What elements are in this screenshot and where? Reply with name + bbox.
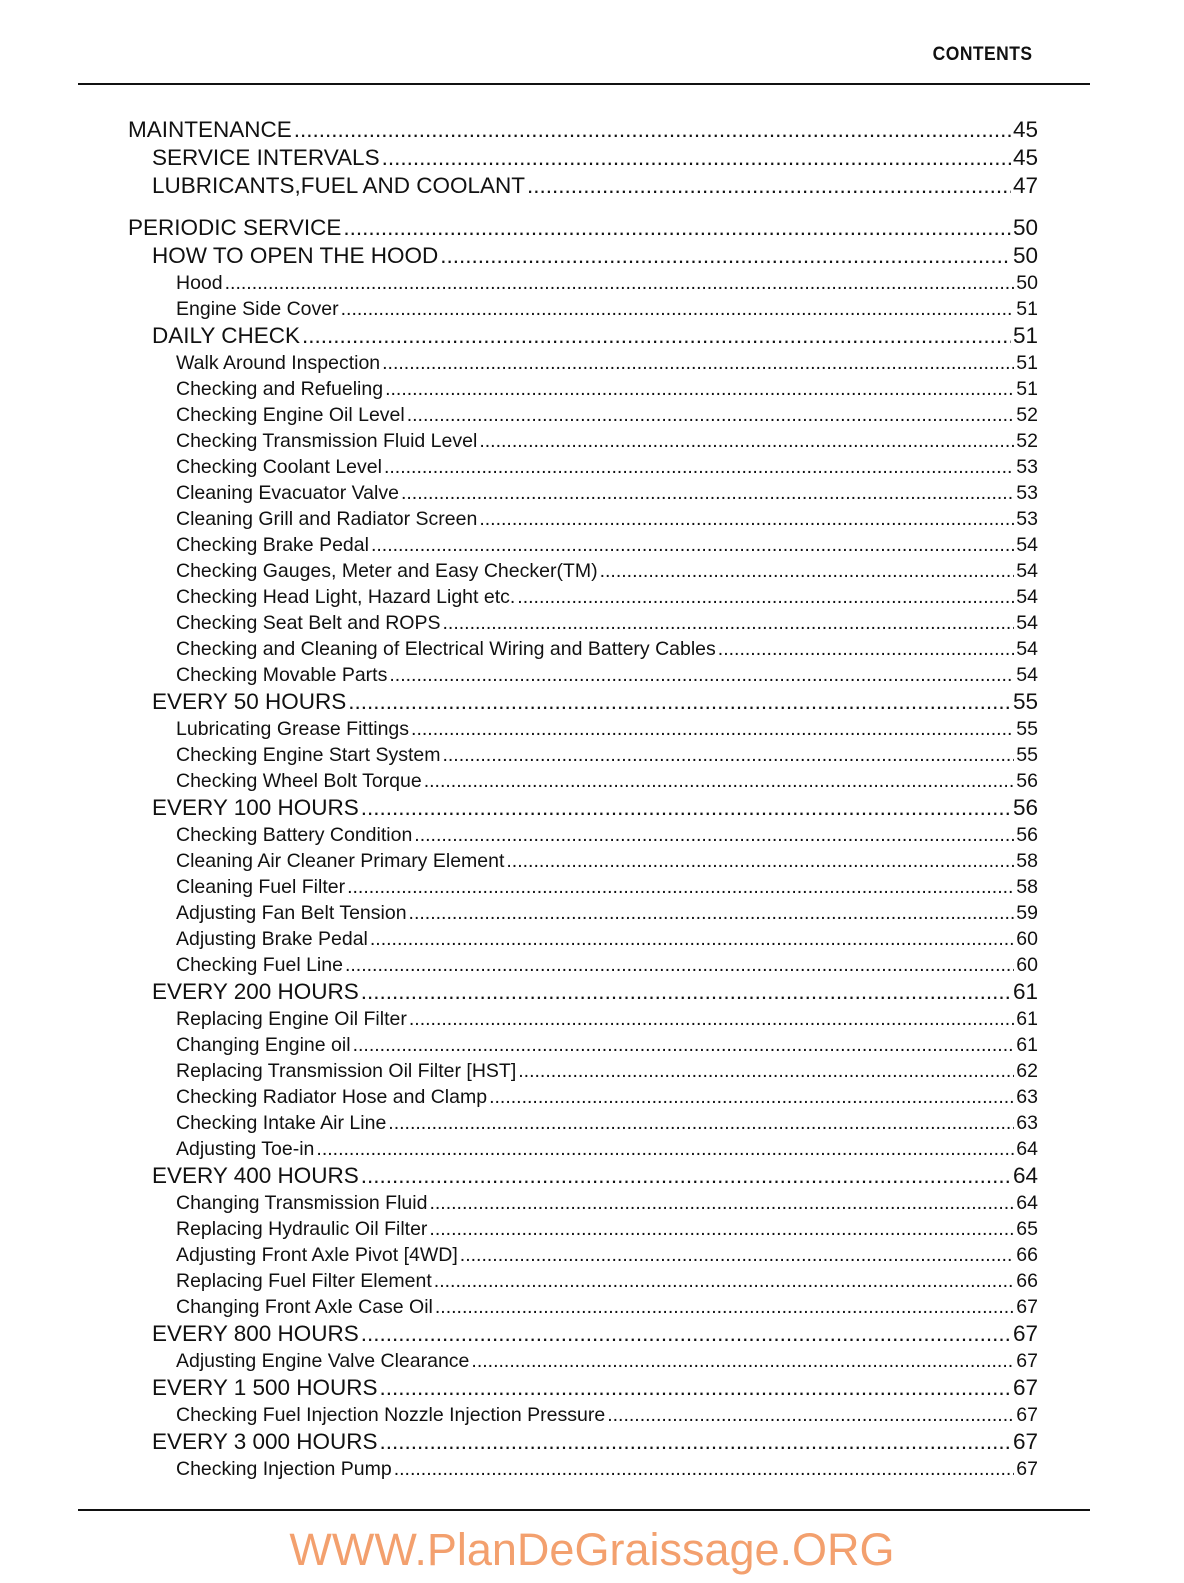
toc-entry-page: 66 (1016, 1270, 1038, 1292)
table-of-contents (128, 116, 1038, 1482)
dot-leader (429, 1216, 1014, 1242)
dot-leader (389, 662, 1014, 688)
dot-leader (341, 296, 1015, 322)
toc-entry[interactable] (128, 144, 1038, 172)
toc-entry[interactable] (128, 1058, 1038, 1084)
dot-leader (409, 900, 1015, 926)
toc-entry-page: 58 (1016, 876, 1038, 898)
toc-entry-page: 60 (1016, 954, 1038, 976)
dot-leader (382, 350, 1014, 376)
toc-entry-page: 67 (1016, 1350, 1038, 1372)
toc-entry-title: Hood (176, 272, 223, 294)
toc-entry[interactable] (128, 1428, 1038, 1456)
toc-entry[interactable] (128, 376, 1038, 402)
toc-entry[interactable] (128, 1268, 1038, 1294)
toc-entry-title: Cleaning Evacuator Valve (176, 482, 399, 504)
toc-entry[interactable] (128, 116, 1038, 144)
toc-entry-title: PERIODIC SERVICE (128, 215, 342, 240)
dot-leader (506, 848, 1014, 874)
toc-entry-title: Adjusting Toe-in (176, 1138, 315, 1160)
dot-leader (348, 688, 1011, 716)
toc-entry-page: 47 (1012, 173, 1038, 198)
dot-leader (440, 242, 1011, 270)
toc-entry-page: 54 (1016, 638, 1038, 660)
dot-leader (401, 480, 1014, 506)
toc-entry[interactable] (128, 322, 1038, 350)
toc-entry-title: Adjusting Engine Valve Clearance (176, 1350, 470, 1372)
toc-entry-page: 51 (1016, 352, 1038, 374)
toc-entry-title: Cleaning Fuel Filter (176, 876, 346, 898)
toc-entry-page: 66 (1016, 1244, 1038, 1266)
toc-entry[interactable] (128, 662, 1038, 688)
toc-entry-title: Checking and Cleaning of Electrical Wiring and Battery Cables (176, 638, 716, 660)
dot-leader (382, 144, 1011, 172)
toc-entry[interactable] (128, 532, 1038, 558)
footer-divider (78, 1509, 1090, 1511)
toc-entry[interactable] (128, 1456, 1038, 1482)
toc-entry[interactable] (128, 1006, 1038, 1032)
toc-entry[interactable] (128, 874, 1038, 900)
toc-entry-title: SERVICE INTERVALS (152, 145, 380, 170)
toc-entry-page: 51 (1016, 378, 1038, 400)
dot-leader (343, 214, 1011, 242)
toc-entry-title: Changing Front Axle Case Oil (176, 1296, 433, 1318)
toc-entry[interactable] (128, 1136, 1038, 1162)
dot-leader (718, 636, 1015, 662)
toc-entry-title: EVERY 200 HOURS (152, 979, 359, 1004)
toc-entry[interactable] (128, 636, 1038, 662)
dot-leader (435, 1294, 1014, 1320)
toc-entry-page: 63 (1016, 1086, 1038, 1108)
toc-entry-title: Checking Gauges, Meter and Easy Checker(TM) (176, 560, 598, 582)
toc-entry[interactable] (128, 242, 1038, 270)
toc-entry-page: 64 (1012, 1163, 1038, 1188)
toc-entry-page: 67 (1016, 1458, 1038, 1480)
dot-leader (380, 1428, 1011, 1456)
toc-entry-page: 54 (1016, 664, 1038, 686)
toc-entry-page: 55 (1016, 744, 1038, 766)
toc-entry[interactable] (128, 952, 1038, 978)
toc-entry[interactable] (128, 1032, 1038, 1058)
dot-leader (434, 1268, 1015, 1294)
toc-entry-title: Engine Side Cover (176, 298, 339, 320)
toc-entry-title: EVERY 1 500 HOURS (152, 1375, 378, 1400)
dot-leader (442, 742, 1014, 768)
toc-entry[interactable] (128, 1242, 1038, 1268)
toc-entry-page: 50 (1012, 215, 1038, 240)
dot-leader (460, 1242, 1015, 1268)
toc-entry[interactable] (128, 350, 1038, 376)
toc-entry-title: Checking Radiator Hose and Clamp (176, 1086, 488, 1108)
watermark-text: WWW.PlanDeGraissage.ORG (289, 1524, 895, 1575)
toc-entry-page: 55 (1016, 718, 1038, 740)
dot-leader (361, 1320, 1011, 1348)
dot-leader (316, 1136, 1014, 1162)
toc-entry[interactable] (128, 506, 1038, 532)
dot-leader (411, 716, 1014, 742)
toc-entry-title: EVERY 50 HOURS (152, 689, 347, 714)
toc-entry-title: Replacing Engine Oil Filter (176, 1008, 407, 1030)
toc-entry-page: 59 (1016, 902, 1038, 924)
toc-entry-title: Replacing Fuel Filter Element (176, 1270, 432, 1292)
dot-leader (424, 768, 1015, 794)
toc-entry-page: 51 (1016, 298, 1038, 320)
toc-entry[interactable] (128, 848, 1038, 874)
toc-entry-page: 67 (1012, 1321, 1038, 1346)
dot-leader (225, 270, 1015, 296)
toc-entry-title: Adjusting Fan Belt Tension (176, 902, 407, 924)
dot-leader (394, 1456, 1015, 1482)
toc-entry[interactable] (128, 794, 1038, 822)
toc-entry-title: Checking Seat Belt and ROPS (176, 612, 441, 634)
toc-entry-page: 65 (1016, 1218, 1038, 1240)
toc-entry-title: Checking Fuel Line (176, 954, 343, 976)
toc-entry[interactable] (128, 688, 1038, 716)
toc-entry-title: Walk Around Inspection (176, 352, 381, 374)
toc-entry-title: Checking Wheel Bolt Torque (176, 770, 422, 792)
toc-entry-page: 54 (1016, 534, 1038, 556)
toc-entry-title: Replacing Hydraulic Oil Filter (176, 1218, 428, 1240)
toc-entry-page: 67 (1016, 1404, 1038, 1426)
toc-entry-page: 56 (1016, 770, 1038, 792)
toc-entry[interactable] (128, 1162, 1038, 1190)
toc-entry-page: 51 (1012, 323, 1038, 348)
toc-entry-title: Checking Engine Start System (176, 744, 441, 766)
toc-entry[interactable] (128, 1402, 1038, 1428)
dot-leader (347, 874, 1014, 900)
toc-entry-page: 54 (1016, 612, 1038, 634)
toc-entry-title: EVERY 800 HOURS (152, 1321, 359, 1346)
toc-entry[interactable] (128, 716, 1038, 742)
dot-leader (479, 428, 1014, 454)
dot-leader (388, 1110, 1014, 1136)
toc-entry-page: 61 (1016, 1008, 1038, 1030)
toc-entry-title: EVERY 100 HOURS (152, 795, 359, 820)
toc-entry[interactable] (128, 1320, 1038, 1348)
toc-entry-page: 61 (1012, 979, 1038, 1004)
toc-entry-title: Checking and Refueling (176, 378, 384, 400)
toc-entry-page: 54 (1016, 560, 1038, 582)
dot-leader (353, 1032, 1015, 1058)
toc-entry-title: Checking Brake Pedal (176, 534, 369, 556)
toc-entry[interactable] (128, 768, 1038, 794)
toc-entry-page: 64 (1016, 1192, 1038, 1214)
dot-leader (361, 978, 1011, 1006)
toc-entry-title: Cleaning Air Cleaner Primary Element (176, 850, 505, 872)
toc-entry-page: 54 (1016, 586, 1038, 608)
toc-entry-page: 58 (1016, 850, 1038, 872)
toc-entry-title: Cleaning Grill and Radiator Screen (176, 508, 478, 530)
dot-leader (429, 1190, 1014, 1216)
toc-entry-page: 50 (1012, 243, 1038, 268)
toc-entry-title: Replacing Transmission Oil Filter [HST] (176, 1060, 517, 1082)
dot-leader (414, 822, 1014, 848)
dot-leader (489, 1084, 1014, 1110)
toc-entry-page: 52 (1016, 404, 1038, 426)
toc-entry-page: 62 (1016, 1060, 1038, 1082)
toc-entry-page: 63 (1016, 1112, 1038, 1134)
toc-entry-page: 45 (1012, 145, 1038, 170)
dot-leader (409, 1006, 1014, 1032)
toc-entry[interactable] (128, 1294, 1038, 1320)
toc-entry-title: Lubricating Grease Fittings (176, 718, 410, 740)
dot-leader (380, 1374, 1011, 1402)
dot-leader (361, 794, 1011, 822)
toc-entry-page: 56 (1012, 795, 1038, 820)
toc-entry-page: 52 (1016, 430, 1038, 452)
dot-leader (600, 558, 1015, 584)
toc-entry-title: Adjusting Front Axle Pivot [4WD] (176, 1244, 458, 1266)
toc-entry-title: Checking Intake Air Line (176, 1112, 387, 1134)
dot-leader (442, 610, 1014, 636)
toc-entry[interactable] (128, 610, 1038, 636)
toc-entry-page: 61 (1016, 1034, 1038, 1056)
dot-leader (361, 1162, 1011, 1190)
toc-entry-title: Checking Coolant Level (176, 456, 382, 478)
toc-entry-title: Checking Head Light, Hazard Light etc. (176, 586, 516, 608)
toc-entry-page: 60 (1016, 928, 1038, 950)
toc-entry[interactable] (128, 480, 1038, 506)
dot-leader (302, 322, 1011, 350)
dot-leader (527, 172, 1011, 200)
dot-leader (479, 506, 1014, 532)
toc-entry-title: Changing Transmission Fluid (176, 1192, 428, 1214)
dot-leader (607, 1402, 1014, 1428)
toc-entry[interactable] (128, 1110, 1038, 1136)
toc-entry-page: 53 (1016, 508, 1038, 530)
toc-entry[interactable] (128, 1190, 1038, 1216)
toc-entry[interactable] (128, 454, 1038, 480)
toc-entry-title: Adjusting Brake Pedal (176, 928, 368, 950)
toc-entry[interactable] (128, 926, 1038, 952)
toc-entry-title: Checking Movable Parts (176, 664, 388, 686)
toc-entry[interactable] (128, 214, 1038, 242)
toc-entry[interactable] (128, 1084, 1038, 1110)
toc-entry-title: LUBRICANTS,FUEL AND COOLANT (152, 173, 525, 198)
toc-entry-page: 50 (1016, 272, 1038, 294)
toc-entry[interactable] (128, 1348, 1038, 1374)
toc-entry-title: EVERY 3 000 HOURS (152, 1429, 378, 1454)
toc-entry-title: Checking Injection Pump (176, 1458, 392, 1480)
toc-entry-title: HOW TO OPEN THE HOOD (152, 243, 439, 268)
dot-leader (294, 116, 1011, 144)
toc-entry-title: Checking Engine Oil Level (176, 404, 405, 426)
header-divider (78, 83, 1090, 85)
toc-entry-page: 45 (1012, 117, 1038, 142)
toc-entry-title: Changing Engine oil (176, 1034, 351, 1056)
toc-entry-page: 64 (1016, 1138, 1038, 1160)
toc-entry[interactable] (128, 270, 1038, 296)
dot-leader (471, 1348, 1014, 1374)
toc-entry[interactable] (128, 1216, 1038, 1242)
toc-entry-title: DAILY CHECK (152, 323, 300, 348)
toc-entry[interactable] (128, 822, 1038, 848)
dot-leader (385, 376, 1014, 402)
toc-entry[interactable] (128, 1374, 1038, 1402)
toc-entry-title: Checking Fuel Injection Nozzle Injection Pressure (176, 1404, 606, 1426)
dot-leader (371, 532, 1014, 558)
toc-entry-page: 53 (1016, 482, 1038, 504)
page-header-title: CONTENTS (932, 44, 1032, 65)
toc-entry[interactable] (128, 172, 1038, 200)
toc-entry[interactable] (128, 584, 1038, 610)
toc-entry-page: 56 (1016, 824, 1038, 846)
toc-entry[interactable] (128, 558, 1038, 584)
toc-entry[interactable] (128, 428, 1038, 454)
toc-entry[interactable] (128, 978, 1038, 1006)
toc-entry-title: EVERY 400 HOURS (152, 1163, 359, 1188)
toc-entry[interactable] (128, 402, 1038, 428)
dot-leader (407, 402, 1015, 428)
dot-leader (345, 952, 1014, 978)
toc-entry-title: MAINTENANCE (128, 117, 292, 142)
toc-entry-page: 67 (1016, 1296, 1038, 1318)
toc-entry-title: Checking Transmission Fluid Level (176, 430, 478, 452)
toc-entry[interactable] (128, 742, 1038, 768)
toc-entry-page: 55 (1012, 689, 1038, 714)
dot-leader (518, 1058, 1014, 1084)
toc-entry[interactable] (128, 900, 1038, 926)
toc-entry-title: Checking Battery Condition (176, 824, 413, 846)
toc-entry-page: 53 (1016, 456, 1038, 478)
toc-entry[interactable] (128, 296, 1038, 322)
toc-entry-page: 67 (1012, 1429, 1038, 1454)
toc-entry-page: 67 (1012, 1375, 1038, 1400)
dot-leader (384, 454, 1014, 480)
dot-leader (370, 926, 1014, 952)
dot-leader (517, 584, 1014, 610)
